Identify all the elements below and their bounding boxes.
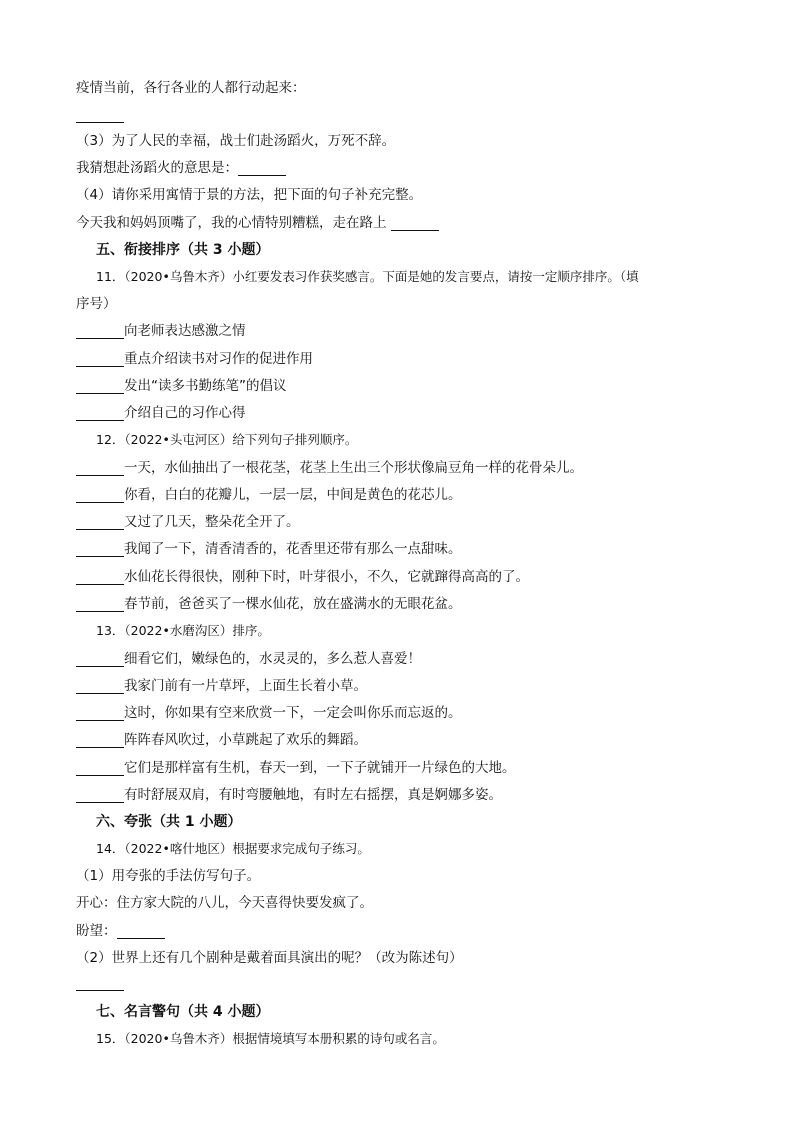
order-blank[interactable]	[76, 489, 124, 503]
order-item: 细看它们，嫩绿色的，水灵灵的，多么惹人喜爱！	[76, 651, 421, 667]
order-item: 我家门前有一片草坪，上面生长着小草。	[76, 678, 367, 694]
order-item: 向老师表达感激之情	[76, 323, 246, 339]
order-item: 它们是那样富有生机，春天一到，一下子就铺开一片绿色的大地。	[76, 760, 516, 776]
order-blank[interactable]	[76, 653, 124, 667]
order-blank[interactable]	[76, 462, 124, 476]
answer-blank[interactable]	[76, 990, 124, 991]
order-blank[interactable]	[76, 407, 124, 421]
part-4-sentence: 今天我和妈妈顶嘴了，我的心情特别糟糕，走在路上	[76, 215, 439, 231]
order-item: 又过了几天，整朵花全开了。	[76, 514, 300, 530]
order-blank[interactable]	[76, 516, 124, 530]
intro-line: 疫情当前，各行各业的人都行动起来：	[76, 80, 306, 96]
question-15-prompt: 15．（2020•乌鲁木齐）根据情境填写本册积累的诗句或名言。	[96, 1031, 445, 1046]
fill-line: 盼望：	[76, 923, 165, 939]
order-item: 这时，你如果有空来欣赏一下，一定会叫你乐而忘返的。	[76, 705, 462, 721]
section-heading-5: 五、衔接排序（共 3 小题）	[96, 242, 270, 258]
question-14-part-1: （1）用夸张的手法仿写句子。	[76, 868, 261, 884]
part-4-instruction: （4）请你采用寓情于景的方法，把下面的句子补充完整。	[76, 187, 423, 203]
order-blank[interactable]	[76, 353, 124, 367]
order-item: 重点介绍读书对习作的促进作用	[76, 351, 313, 367]
answer-blank[interactable]	[391, 217, 439, 231]
question-13-prompt: 13．（2022•水磨沟区）排序。	[96, 623, 270, 638]
order-blank[interactable]	[76, 380, 124, 394]
order-item: 阵阵春风吹过，小草跳起了欢乐的舞蹈。	[76, 732, 367, 748]
order-item: 我闻了一下，清香清香的，花香里还带有那么一点甜味。	[76, 541, 462, 557]
order-item: 介绍自己的习作心得	[76, 405, 246, 421]
order-blank[interactable]	[76, 543, 124, 557]
order-blank[interactable]	[76, 707, 124, 721]
answer-blank[interactable]	[76, 122, 124, 123]
question-11-prompt: 11．（2020•乌鲁木齐）小红要发表习作获奖感言。下面是她的发言要点，请按一定顺序排序。（填	[96, 269, 639, 284]
order-item: 有时舒展双肩，有时弯腰触地，有时左右摇摆，真是婀娜多姿。	[76, 787, 502, 803]
part-3-question: 我猜想赴汤蹈火的意思是：	[76, 160, 286, 176]
example-sentence: 开心：住方家大院的八儿，今天喜得快要发疯了。	[76, 895, 373, 911]
part-3-instruction: （3）为了人民的幸福，战士们赴汤蹈火，万死不辞。	[76, 133, 396, 149]
order-blank[interactable]	[76, 598, 124, 612]
answer-blank[interactable]	[238, 162, 286, 176]
section-heading-6: 六、夸张（共 1 小题）	[96, 814, 242, 830]
order-blank[interactable]	[76, 571, 124, 585]
answer-blank[interactable]	[117, 925, 165, 939]
question-11-prompt-cont: 序号）	[76, 296, 117, 312]
section-heading-7: 七、名言警句（共 4 小题）	[96, 1004, 270, 1020]
question-12-prompt: 12．（2022•头屯河区）给下列句子排列顺序。	[96, 432, 358, 447]
order-blank[interactable]	[76, 680, 124, 694]
order-blank[interactable]	[76, 734, 124, 748]
order-blank[interactable]	[76, 762, 124, 776]
order-blank[interactable]	[76, 789, 124, 803]
question-14-prompt: 14．（2022•喀什地区）根据要求完成句子练习。	[96, 841, 370, 856]
order-item: 你看，白白的花瓣儿，一层一层，中间是黄色的花芯儿。	[76, 487, 462, 503]
question-14-part-2: （2）世界上还有几个剧种是戴着面具演出的呢？（改为陈述句）	[76, 950, 463, 966]
order-item: 水仙花长得很快，刚种下时，叶芽很小，不久，它就蹿得高高的了。	[76, 569, 529, 585]
order-item: 春节前，爸爸买了一棵水仙花，放在盛满水的无眼花盆。	[76, 596, 462, 612]
order-item: 一天，水仙抽出了一根花茎，花茎上生出三个形状像扁豆角一样的花骨朵儿。	[76, 460, 583, 476]
order-item: 发出“读多书勤练笔”的倡议	[76, 378, 287, 394]
order-blank[interactable]	[76, 325, 124, 339]
